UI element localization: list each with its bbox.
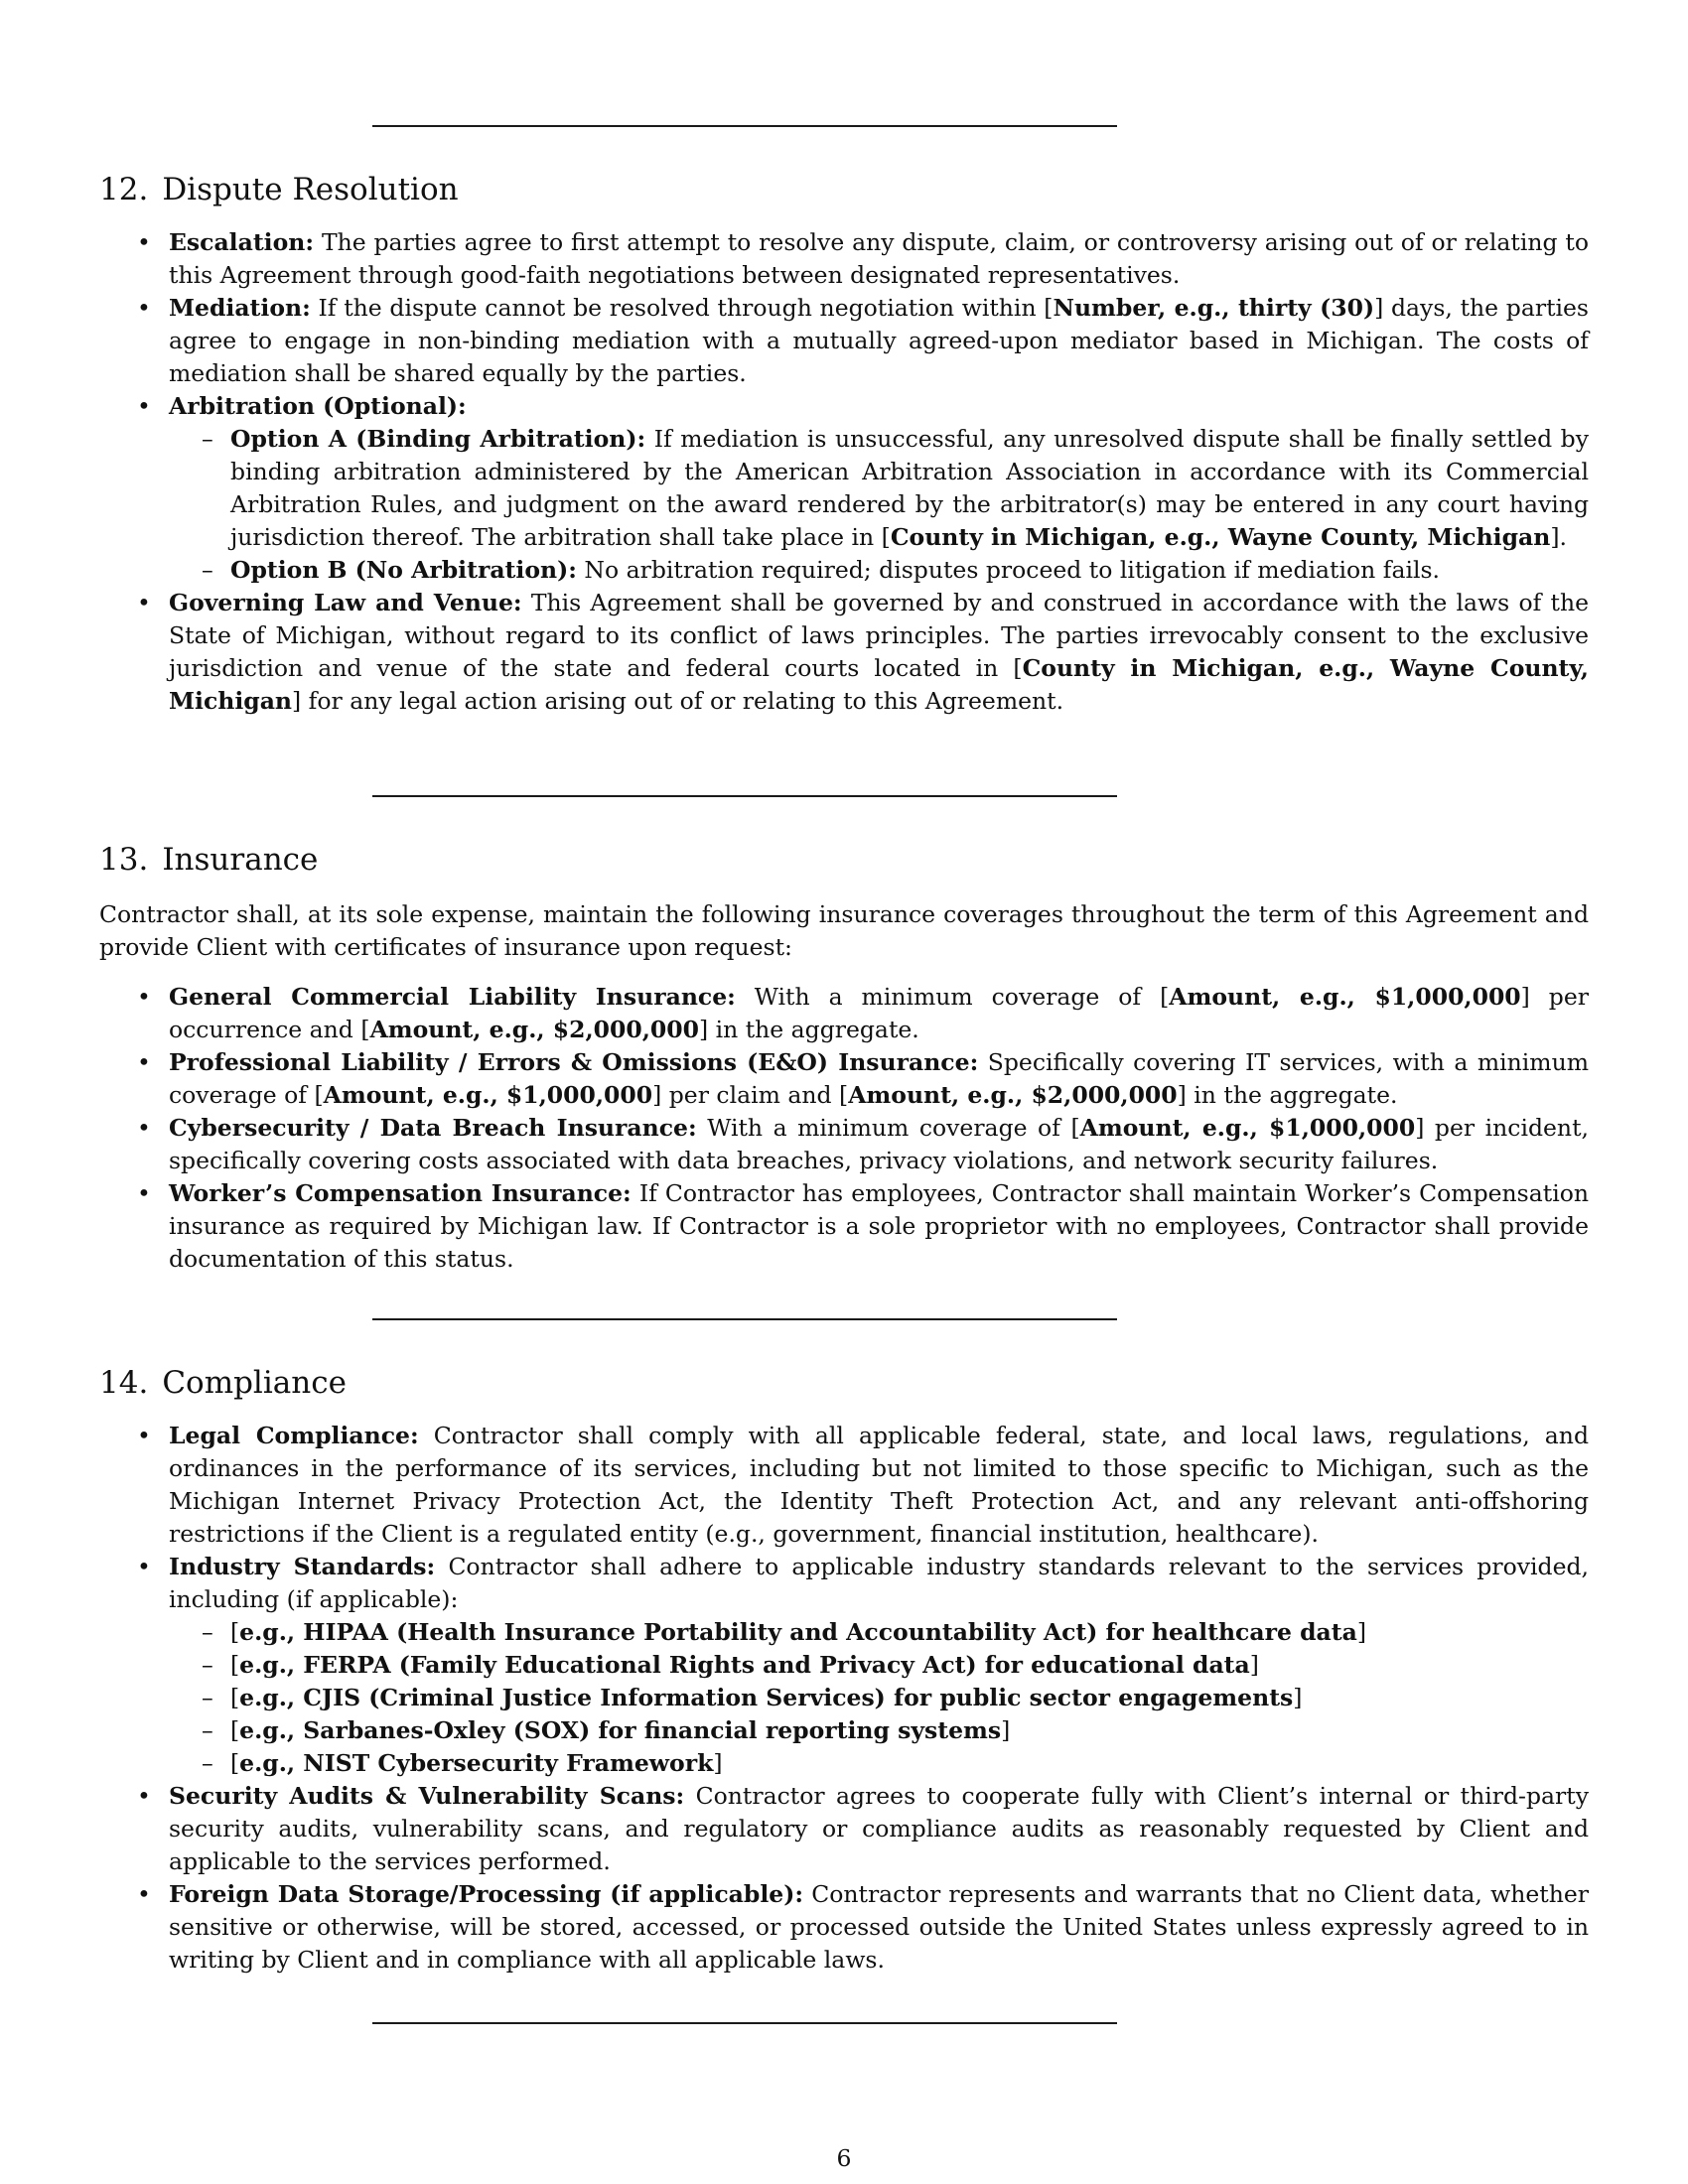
- sub-item-standard: – [e.g., Sarbanes-Oxley (SOX) for financial reporting systems]: [169, 1714, 1589, 1747]
- list-item-cyber-insurance: • Cybersecurity / Data Breach Insurance: With a minimum coverage of [Amount, e.g., $1,000,000] per incident, specifically covering costs associated with data breaches, privacy violations, and network security failures.: [99, 1112, 1589, 1177]
- list-item-professional-liability: • Professional Liability / Errors & Omissions (E&O) Insurance: Specifically covering IT services, with a minimum coverage of [Amount, e.g., $1,000,000] per claim and [Amount, e.g., $2,000,000] in the aggregate.: [99, 1046, 1589, 1112]
- sub-item-option-b: – Option B (No Arbitration): No arbitration required; disputes proceed to litigation if mediation fails.: [169, 554, 1589, 587]
- list-item-foreign-data: • Foreign Data Storage/Processing (if applicable): Contractor represents and warrants that no Client data, whether sensitive or otherwise, will be stored, accessed, or processed outside the United States unless expressly agreed to in writing by Client and in compliance with all applicable laws.: [99, 1878, 1589, 1977]
- list-item-industry-standards: • Industry Standards: Contractor shall adhere to applicable industry standards relevant to the services provided, including (if applicable): – [e.g., HIPAA (Health Insurance Portability and Accountability Act) for healthcare data] – [e.g., FERPA (Family Educational Rights and Privacy Act) for educational data] – [e.g., CJIS (Criminal Justice Information Services) for public sector engagements] – [e.g., Sarbanes-Oxley (SOX) for financial reporting systems] – [e.g., NIST Cybersecurity Framework]: [99, 1551, 1589, 1780]
- section-divider: [372, 2022, 1117, 2024]
- section-heading-compliance: 14. Compliance: [99, 1365, 347, 1401]
- compliance-section: [99, 1420, 1589, 1977]
- section-heading-dispute-resolution: 12. Dispute Resolution: [99, 172, 459, 207]
- list-item-workers-comp: • Worker’s Compensation Insurance: If Contractor has employees, Contractor shall maintain Worker’s Compensation insurance as required by Michigan law. If Contractor is a sole proprietor with no employees, Contractor shall provide documentation of this status.: [99, 1177, 1589, 1276]
- sub-list: [169, 423, 1589, 587]
- page-number: 6: [836, 2144, 852, 2172]
- section-heading-insurance: 13. Insurance: [99, 842, 319, 878]
- bullet-list: [99, 226, 1589, 718]
- list-item-security-audits: • Security Audits & Vulnerability Scans: Contractor agrees to cooperate fully with Client’s internal or third-party security audits, vulnerability scans, and regulatory or compliance audits as reasonably requested by Client and applicable to the services performed.: [99, 1780, 1589, 1878]
- section-divider: [372, 1318, 1117, 1320]
- bullet-list: [99, 1420, 1589, 1977]
- sub-item-standard: – [e.g., NIST Cybersecurity Framework]: [169, 1747, 1589, 1780]
- bullet-list: [99, 981, 1589, 1276]
- insurance-intro: Contractor shall, at its sole expense, maintain the following insurance coverages throughout the term of this Agreement and provide Client with certificates of insurance upon request:: [99, 900, 1589, 961]
- list-item-mediation: • Mediation: If the dispute cannot be resolved through negotiation within [Number, e.g., thirty (30)] days, the parties agree to engage in non-binding mediation with a mutually agreed-upon mediator based in Michigan. The costs of mediation shall be shared equally by the parties.: [99, 292, 1589, 390]
- section-divider: [372, 125, 1117, 127]
- list-item-escalation: • Escalation: The parties agree to first attempt to resolve any dispute, claim, or controversy arising out of or relating to this Agreement through good-faith negotiations between designated representatives.: [99, 226, 1589, 292]
- sub-item-standard: – [e.g., CJIS (Criminal Justice Information Services) for public sector engagements]: [169, 1682, 1589, 1714]
- insurance-section: [99, 898, 1589, 1276]
- dispute-resolution-section: [99, 226, 1589, 718]
- sub-item-standard: – [e.g., HIPAA (Health Insurance Portability and Accountability Act) for healthcare data]: [169, 1616, 1589, 1649]
- list-item-general-liability: • General Commercial Liability Insurance: With a minimum coverage of [Amount, e.g., $1,000,000] per occurrence and [Amount, e.g., $2,000,000] in the aggregate.: [99, 981, 1589, 1046]
- sub-list: [169, 1616, 1589, 1780]
- section-divider: [372, 795, 1117, 797]
- list-item-arbitration: • Arbitration (Optional): – Option A (Binding Arbitration): If mediation is unsuccessful, any unresolved dispute shall be finally settled by binding arbitration administered by the American Arbitration Association in accordance with its Commercial Arbitration Rules, and judgment on the award rendered by the arbitrator(s) may be entered in any court having jurisdiction thereof. The arbitration shall take place in [County in Michigan, e.g., Wayne County, Michigan]. – Option B (No Arbitration): No arbitration required; disputes proceed to litigation if mediation fails.: [99, 390, 1589, 587]
- list-item-governing-law: • Governing Law and Venue: This Agreement shall be governed by and construed in accordance with the laws of the State of Michigan, without regard to its conflict of laws principles. The parties irrevocably consent to the exclusive jurisdiction and venue of the state and federal courts located in [County in Michigan, e.g., Wayne County, Michigan] for any legal action arising out of or relating to this Agreement.: [99, 587, 1589, 718]
- sub-item-option-a: – Option A (Binding Arbitration): If mediation is unsuccessful, any unresolved dispute shall be finally settled by binding arbitration administered by the American Arbitration Association in accordance with its Commercial Arbitration Rules, and judgment on the award rendered by the arbitrator(s) may be entered in any court having jurisdiction thereof. The arbitration shall take place in [County in Michigan, e.g., Wayne County, Michigan].: [169, 423, 1589, 554]
- list-item-legal-compliance: • Legal Compliance: Contractor shall comply with all applicable federal, state, and local laws, regulations, and ordinances in the performance of its services, including but not limited to those specific to Michigan, such as the Michigan Internet Privacy Protection Act, the Identity Theft Protection Act, and any relevant anti-offshoring restrictions if the Client is a regulated entity (e.g., government, financial institution, healthcare).: [99, 1420, 1589, 1551]
- sub-item-standard: – [e.g., FERPA (Family Educational Rights and Privacy Act) for educational data]: [169, 1649, 1589, 1682]
